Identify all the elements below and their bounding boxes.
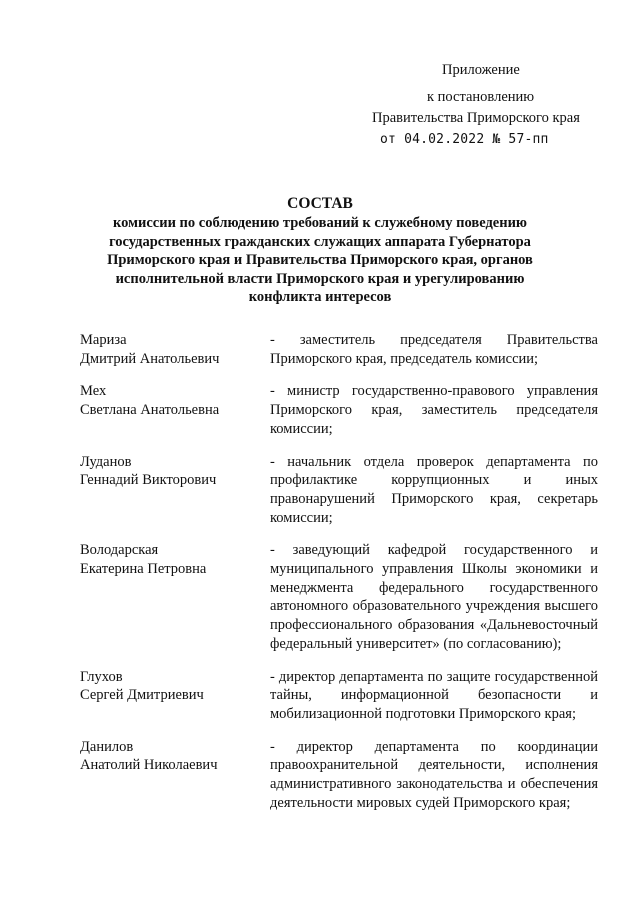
member-name bbox=[80, 668, 270, 724]
member-name bbox=[80, 331, 270, 368]
appendix-header bbox=[372, 60, 612, 150]
member-name bbox=[80, 382, 270, 438]
member-name bbox=[80, 738, 270, 813]
member-entry bbox=[80, 738, 598, 813]
document-title bbox=[80, 194, 560, 307]
member-entry bbox=[80, 541, 598, 653]
member-given-name: Сергей Дмитриевич bbox=[80, 687, 204, 704]
member-entry bbox=[80, 668, 598, 724]
member-entry bbox=[80, 331, 598, 368]
member-role: - директор департамента по защите государственной тайны, информационной безопасности и мобилизационной подготовки Приморского края; bbox=[270, 668, 598, 722]
appendix-authority: Правительства Приморского края bbox=[372, 110, 580, 126]
member-given-name: Геннадий Викторович bbox=[80, 472, 217, 489]
member-entry bbox=[80, 382, 598, 438]
member-role: - начальник отдела проверок департамента по профилактике коррупционных и иных правонарушений Приморского края, секретарь комиссии; bbox=[270, 453, 598, 526]
member-given-name: Светлана Анатольевна bbox=[80, 402, 220, 419]
member-given-name: Анатолий Николаевич bbox=[80, 757, 218, 774]
title-line: конфликта интересов bbox=[248, 289, 392, 306]
member-role: - директор департамента по координации правоохранительной деятельности, исполнения административного законодательства и обеспечения деятельности мировых судей Приморского края; bbox=[270, 738, 598, 811]
appendix-label: Приложение bbox=[442, 62, 520, 78]
title-line: комиссии по соблюдению требований к служебному поведению bbox=[112, 215, 528, 231]
member-role: - заместитель председателя Правительства Приморского края, председатель комиссии; bbox=[270, 332, 598, 367]
member-surname: Глухов bbox=[80, 668, 123, 685]
member-role: - заведующий кафедрой государственного и муниципального управления Школы экономики и менеджмента федерального государственного автономного образовательного учреждения высшего профессионального образования «Дальневосточный федеральный университет» (по согласованию); bbox=[270, 542, 598, 652]
member-surname: Володарская bbox=[80, 542, 159, 559]
member-surname: Луданов bbox=[80, 453, 132, 470]
member-surname: Мариза bbox=[80, 332, 127, 348]
member-name bbox=[80, 541, 270, 653]
title-line: государственных гражданских служащих аппарата Губернатора bbox=[109, 233, 531, 250]
members-list bbox=[80, 331, 598, 812]
member-name bbox=[80, 453, 270, 528]
member-role: - министр государственно-правового управления Приморского края, заместитель председателя комиссии; bbox=[270, 383, 598, 437]
member-given-name: Екатерина Петровна bbox=[80, 561, 207, 578]
member-surname: Мех bbox=[80, 383, 107, 400]
member-surname: Данилов bbox=[80, 738, 134, 755]
member-entry bbox=[80, 453, 598, 528]
member-given-name: Дмитрий Анатольевич bbox=[80, 350, 220, 367]
title-main: СОСТАВ bbox=[287, 195, 353, 212]
title-line: исполнительной власти Приморского края и урегулированию bbox=[115, 270, 525, 287]
appendix-reference: к постановлению bbox=[427, 89, 535, 105]
title-line: Приморского края и Правительства Приморского края, органов bbox=[107, 252, 533, 269]
appendix-date-number: от 04.02.2022 № 57-пп bbox=[380, 132, 549, 147]
